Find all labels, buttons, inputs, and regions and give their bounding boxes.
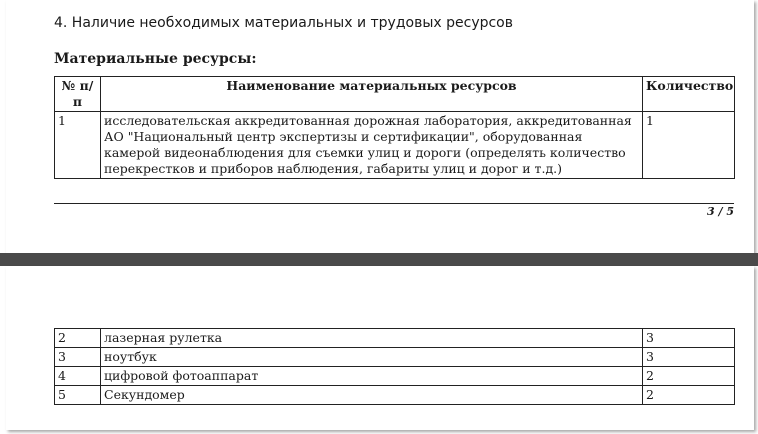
- row-number: 5: [55, 386, 101, 405]
- table-row: [55, 112, 735, 179]
- row-number: 3: [55, 348, 101, 367]
- footer-divider: [54, 203, 734, 204]
- material-resources-subheading: Материальные ресурсы:: [54, 51, 257, 67]
- row-number: 2: [55, 329, 101, 348]
- row-quantity: 3: [643, 329, 735, 348]
- row-name: цифровой фотоаппарат: [101, 367, 643, 386]
- table-row: [55, 386, 735, 405]
- row-number: 1: [55, 112, 101, 179]
- table-row: [55, 348, 735, 367]
- row-name: лазерная рулетка: [101, 329, 643, 348]
- page-3: [6, 0, 754, 253]
- row-name: Секундомер: [101, 386, 643, 405]
- row-quantity: 2: [643, 367, 735, 386]
- page-separator: [0, 253, 758, 266]
- table-row: [55, 367, 735, 386]
- row-quantity: 1: [643, 112, 735, 179]
- row-number: 4: [55, 367, 101, 386]
- header-number: № п/п: [55, 77, 101, 112]
- table-row: [55, 329, 735, 348]
- table-header-row: [55, 77, 735, 112]
- resources-table-part2: [54, 328, 735, 405]
- row-name: ноутбук: [101, 348, 643, 367]
- page-4: [6, 266, 754, 430]
- page-number: 3 / 5: [707, 205, 734, 218]
- row-name: исследовательская аккредитованная дорожная лаборатория, аккредитованная АО "Национальный центр экспертизы и сертификации", оборудованная камерой видеонаблюдения для съемки улиц и дороги (определять количество перекрестков и приборов наблюдения, габариты улиц и дорог и т.д.): [101, 112, 643, 179]
- resources-table-part1: [54, 76, 735, 179]
- row-quantity: 2: [643, 386, 735, 405]
- header-name: Наименование материальных ресурсов: [101, 77, 643, 112]
- header-quantity: Количество: [643, 77, 735, 112]
- row-quantity: 3: [643, 348, 735, 367]
- section-heading: 4. Наличие необходимых материальных и трудовых ресурсов: [54, 15, 513, 31]
